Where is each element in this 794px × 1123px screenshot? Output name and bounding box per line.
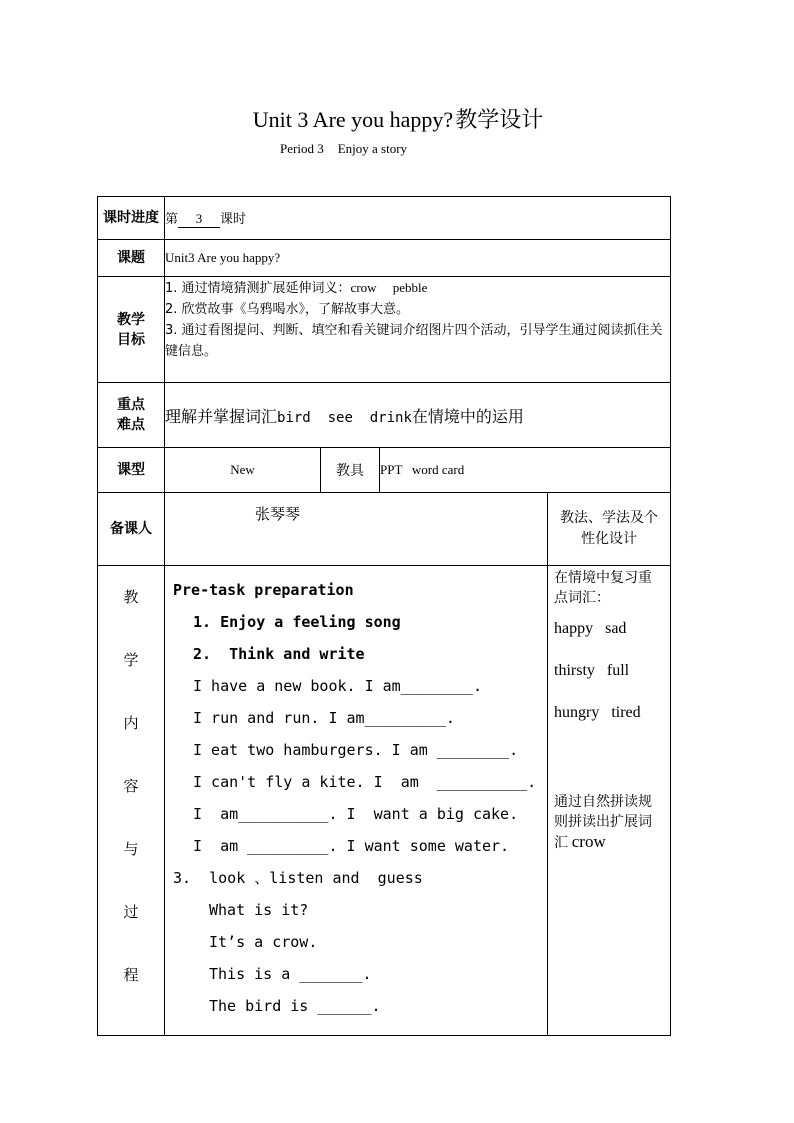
method-label	[548, 493, 671, 566]
goal-1-words: crow pebble	[350, 280, 428, 295]
process-char-5: 与	[123, 840, 139, 858]
goal-3: 3. 通过看图提问、判断、填空和看关键词介绍图片四个活动，引导学生通过阅读抓住关键信息。	[165, 323, 663, 359]
progress-label: 课时进度	[98, 197, 165, 240]
content-answer: It’s a crow.	[209, 933, 318, 951]
topic-value: Unit3 Are you happy?	[165, 240, 671, 277]
row-process	[98, 566, 671, 1036]
type-label: 课型	[98, 448, 165, 493]
method-label-text: 教法、学法及个性化设计	[560, 510, 659, 547]
content-sentence-2: I run and run. I am_________.	[193, 709, 455, 727]
goals-label-text: 教学目标	[117, 311, 145, 348]
side-words-3: hungry tired	[554, 704, 641, 721]
content-sentence-4: I can't fly a kite. I am __________.	[193, 773, 537, 791]
key-text-1: 理解并掌握词汇	[165, 406, 278, 426]
key-content	[165, 383, 671, 448]
method-content	[548, 566, 671, 1036]
enjoy-text: Enjoy a story	[337, 141, 408, 156]
process-content	[165, 566, 548, 1036]
document-title	[0, 103, 794, 134]
content-heading: Pre-task preparation	[173, 581, 354, 599]
side-note-2-text: 通过自然拼读规则拼读出扩展词汇	[554, 794, 652, 851]
goal-2: 2. 欣赏故事《乌鸦喝水》，了解故事大意。	[165, 302, 410, 317]
progress-suffix: 课时	[220, 212, 247, 227]
progress-prefix: 第	[165, 212, 179, 227]
period-text: Period 3	[280, 141, 324, 156]
type-value: New	[165, 448, 321, 493]
key-text-2: 在情境中的运用	[411, 406, 524, 426]
row-key-points	[98, 383, 671, 448]
row-type	[98, 448, 671, 493]
title-cn: 教学设计	[455, 108, 544, 133]
process-char-6: 过	[123, 903, 139, 921]
progress-number: 3	[178, 211, 220, 228]
row-author	[98, 493, 671, 566]
tools-value: PPT word card	[380, 448, 671, 493]
process-char-3: 内	[123, 714, 139, 732]
content-blank-2: The bird is ______.	[209, 997, 381, 1015]
row-goals	[98, 277, 671, 383]
content-item-2: 2. Think and write	[193, 645, 365, 663]
content-sentence-1: I have a new book. I am________.	[193, 677, 482, 695]
content-item-3: 3. look 、listen and guess	[173, 869, 423, 887]
process-char-2: 学	[123, 651, 139, 669]
content-sentence-6: I am _________. I want some water.	[193, 837, 510, 855]
process-label	[98, 566, 165, 1036]
side-note-2-word: crow	[571, 832, 606, 851]
goals-label	[98, 277, 165, 383]
side-words-1: happy sad	[554, 620, 627, 637]
content-sentence-5: I am__________. I want a big cake.	[193, 805, 519, 823]
author-label: 备课人	[98, 493, 165, 566]
key-words: bird see drink	[277, 409, 412, 426]
author-value: 张琴琴	[165, 493, 548, 566]
process-char-7: 程	[123, 966, 139, 984]
process-char-1: 教	[123, 588, 139, 606]
tools-label: 教具	[321, 448, 380, 493]
content-question: What is it?	[209, 901, 309, 919]
progress-value	[165, 197, 671, 240]
process-char-4: 容	[123, 777, 139, 795]
lesson-plan-table	[97, 196, 671, 1036]
document-subtitle	[280, 141, 407, 157]
title-en: Unit 3 Are you happy?	[252, 107, 454, 132]
row-progress	[98, 197, 671, 240]
goals-content	[165, 277, 671, 383]
content-item-1: 1. Enjoy a feeling song	[193, 613, 401, 631]
key-label	[98, 383, 165, 448]
content-blank-1: This is a _______.	[209, 965, 372, 983]
row-topic	[98, 240, 671, 277]
goal-1-text: 1. 通过情境猜测扩展延伸词义：	[165, 281, 351, 296]
topic-label: 课题	[98, 240, 165, 277]
side-note-1: 在情境中复习重点词汇：	[554, 570, 652, 606]
side-words-2: thirsty full	[554, 662, 630, 679]
content-sentence-3: I eat two hamburgers. I am ________.	[193, 741, 519, 759]
side-note-2	[554, 792, 664, 853]
key-label-text: 重点难点	[117, 397, 145, 433]
goal-1	[165, 277, 670, 299]
